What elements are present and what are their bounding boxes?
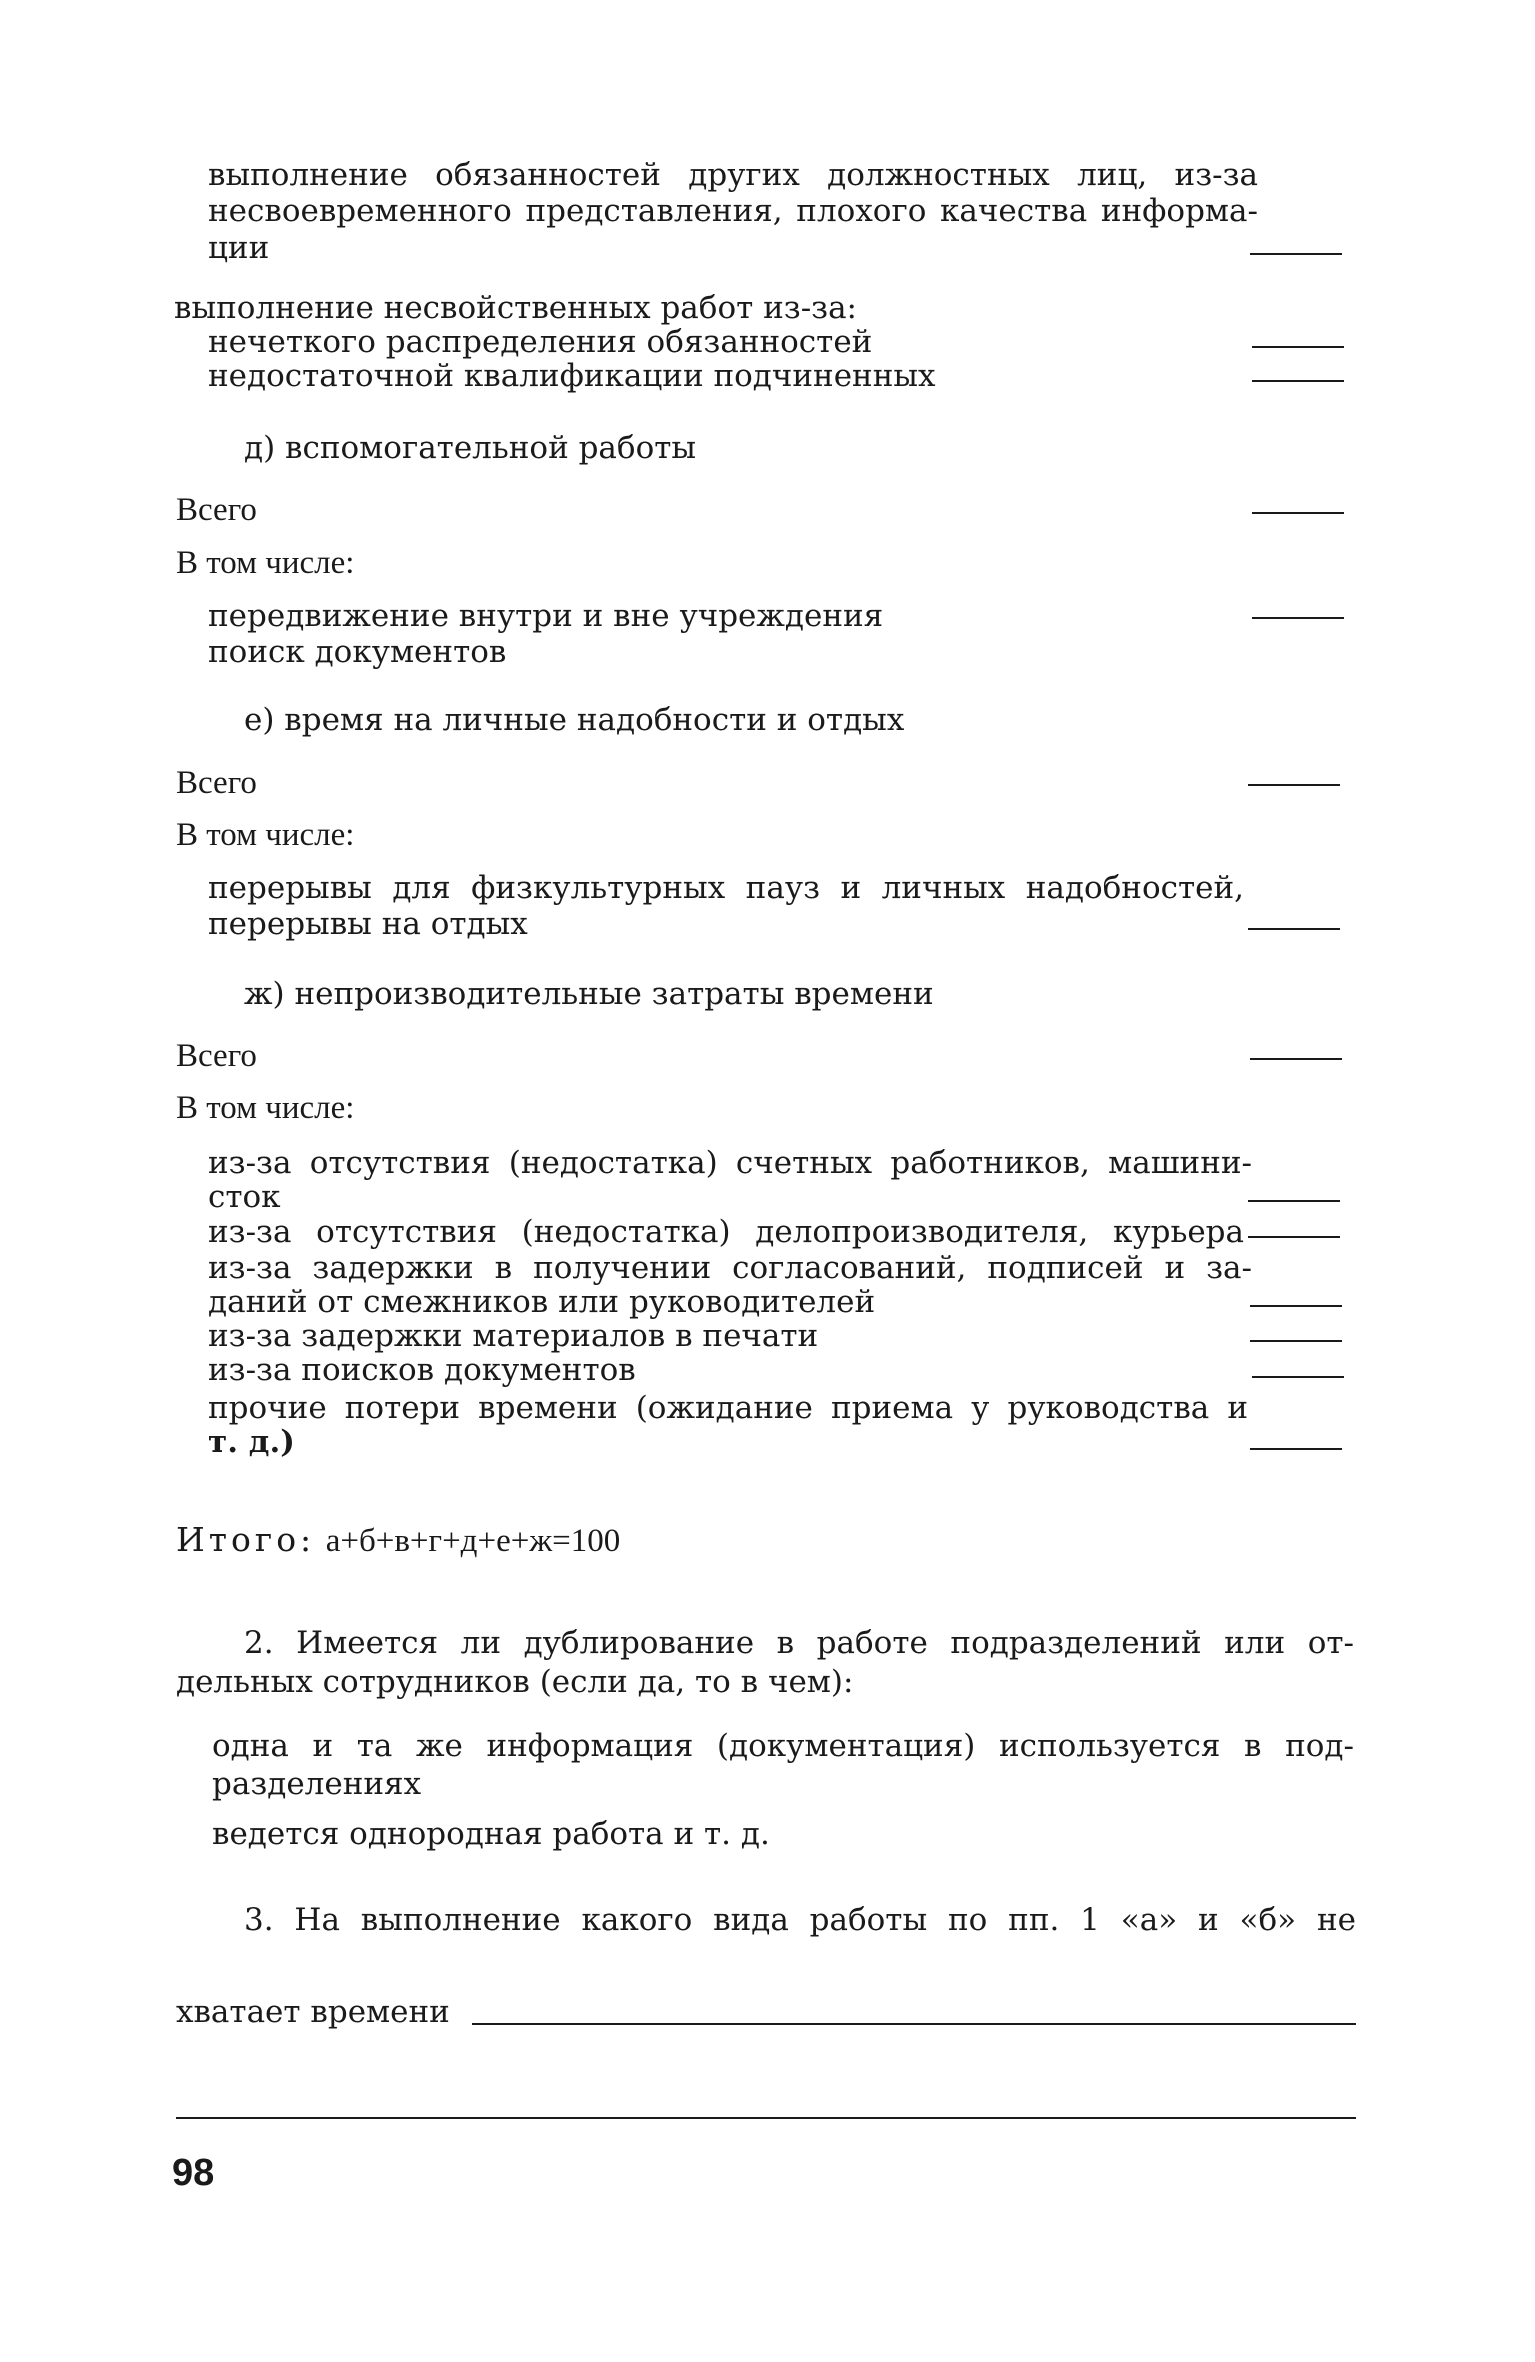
list-item: сток — [208, 1179, 281, 1215]
answer-blank[interactable] — [1250, 253, 1342, 255]
answer-blank[interactable] — [1250, 1305, 1342, 1307]
list-item: даний от смежников или руководителей — [208, 1284, 876, 1320]
text-line: несвоевременного представления, плохого качества информа- — [208, 193, 1258, 229]
answer-blank[interactable] — [1248, 1200, 1340, 1202]
answer-blank[interactable] — [1252, 1376, 1344, 1378]
total-label: Всего — [176, 492, 257, 528]
answer-blank[interactable] — [1252, 380, 1344, 382]
total-label: Итого: — [176, 1520, 316, 1559]
list-item: нечеткого распределения обязанностей — [208, 324, 873, 360]
text-line: выполнение обязанностей других должностных лиц, из-за — [208, 157, 1258, 193]
answer-blank[interactable] — [1252, 617, 1344, 619]
list-item: из-за поисков документов — [208, 1352, 636, 1388]
including-label: В том числе: — [176, 817, 355, 853]
page-number: 98 — [172, 2152, 215, 2194]
answer-blank[interactable] — [1248, 784, 1340, 786]
answer-blank[interactable] — [1248, 928, 1340, 930]
total-formula — [176, 1522, 620, 1559]
section-heading: е) время на личные надобности и отдых — [244, 702, 905, 738]
list-item: из-за задержки в получении согласований, подписей и за- — [208, 1250, 1252, 1286]
section-heading: д) вспомогательной работы — [244, 430, 697, 466]
total-label: Всего — [176, 1038, 257, 1074]
question-text: дельных сотрудников (если да, то в чем): — [176, 1664, 854, 1700]
answer-blank[interactable] — [472, 2023, 1356, 2025]
list-item: недостаточной квалификации подчиненных — [208, 358, 936, 394]
list-item: перерывы на отдых — [208, 906, 528, 942]
answer-blank[interactable] — [1250, 1058, 1342, 1060]
list-item: из-за отсутствия (недостатка) делопроизводителя, курьера — [208, 1214, 1244, 1250]
list-item: прочие потери времени (ожидание приема у руководства и — [208, 1390, 1248, 1426]
answer-text: ведется однородная работа и т. д. — [212, 1816, 770, 1852]
list-item: поиск документов — [208, 634, 507, 670]
answer-blank[interactable] — [1252, 512, 1344, 514]
answer-blank[interactable] — [1248, 1236, 1340, 1238]
answer-blank[interactable] — [1252, 346, 1344, 348]
list-item: из-за задержки материалов в печати — [208, 1318, 819, 1354]
list-item: передвижение внутри и вне учреждения — [208, 598, 884, 634]
answer-text: разделениях — [212, 1766, 422, 1802]
answer-text: одна и та же информация (документация) используется в под- — [212, 1728, 1354, 1764]
text-line: ции — [208, 230, 270, 266]
total-label: Всего — [176, 765, 257, 801]
answer-blank[interactable] — [1250, 1448, 1342, 1450]
list-item: перерывы для физкультурных пауз и личных надобностей, — [208, 870, 1244, 906]
section-heading: ж) непроизводительные затраты времени — [244, 976, 934, 1012]
list-item: из-за отсутствия (недостатка) счетных работников, машини- — [208, 1145, 1252, 1181]
list-item: т. д.) — [208, 1424, 295, 1460]
text-line: выполнение несвойственных работ из-за: — [174, 290, 857, 326]
answer-blank[interactable] — [176, 2117, 1356, 2119]
including-label: В том числе: — [176, 1090, 355, 1126]
including-label: В том числе: — [176, 545, 355, 581]
question-text: 2. Имеется ли дублирование в работе подразделений или от- — [244, 1625, 1354, 1661]
question-text: 3. На выполнение какого вида работы по пп. 1 «а» и «б» не — [244, 1902, 1356, 1938]
answer-blank[interactable] — [1250, 1340, 1342, 1342]
question-text: хватает времени — [176, 1994, 450, 2030]
total-equation: а+б+в+г+д+е+ж=100 — [325, 1523, 621, 1559]
